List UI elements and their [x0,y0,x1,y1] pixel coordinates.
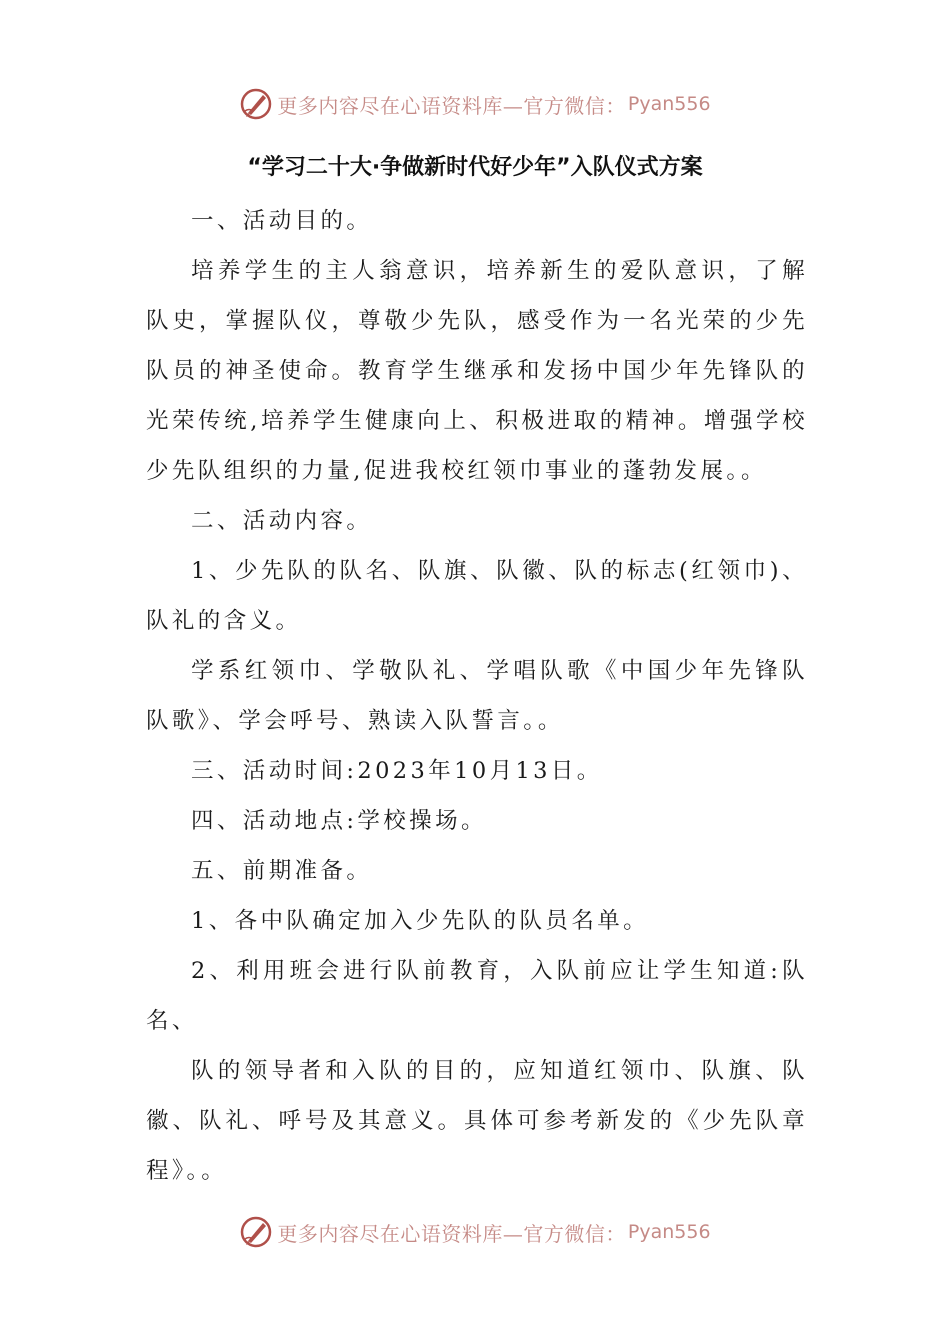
paragraph-preparation-item-1: 1、各中队确定加入少先队的队员名单。 [191,908,650,934]
section-heading-content: 二、活动内容。 [191,508,373,534]
section-heading-location: 四、活动地点:学校操场。 [191,808,487,834]
footer-slogan: 更多内容尽在心语资料库—官方微信： [277,1221,626,1246]
pen-circle-logo-icon [239,1215,273,1249]
paragraph-preparation-item-2: 2、利用班会进行队前教育，入队前应让学生知道:队名、 [146,958,808,1034]
section-heading-preparation: 五、前期准备。 [191,858,373,884]
footer-wechat-id: Pyan556 [627,1221,711,1243]
section-heading-purpose: 一、活动目的。 [191,208,373,234]
paragraph-content-learning: 学系红领巾、学敬队礼、学唱队歌《中国少年先锋队队歌》、学会呼号、熟读入队誓言。。 [146,658,808,734]
header-banner [0,84,950,124]
footer-banner [0,1212,950,1252]
paragraph-purpose: 培养学生的主人翁意识，培养新生的爱队意识，了解队史，掌握队仪，尊敬少先队，感受作为一名光荣的少先队员的神圣使命。教育学生继承和发扬中国少年先锋队的光荣传统,培养学生健康向上、积极进取的精神。增强学校少先队组织的力量,促进我校红领巾事业的蓬勃发展。。 [146,258,808,484]
header-slogan: 更多内容尽在心语资料库—官方微信： [277,93,626,118]
paragraph-preparation-detail: 队的领导者和入队的目的，应知道红领巾、队旗、队徽、队礼、呼号及其意义。具体可参考新发的《少先队章程》。。 [146,1058,808,1184]
document-title: “学习二十大·争做新时代好少年”入队仪式方案 [247,155,703,180]
pen-circle-logo-icon [239,87,273,121]
paragraph-content-item-1: 1、少先队的队名、队旗、队徽、队的标志(红领巾)、队礼的含义。 [146,558,808,634]
section-heading-time: 三、活动时间:2023年10月13日。 [191,758,603,784]
header-wechat-id: Pyan556 [627,93,711,115]
document-body [146,196,808,1196]
